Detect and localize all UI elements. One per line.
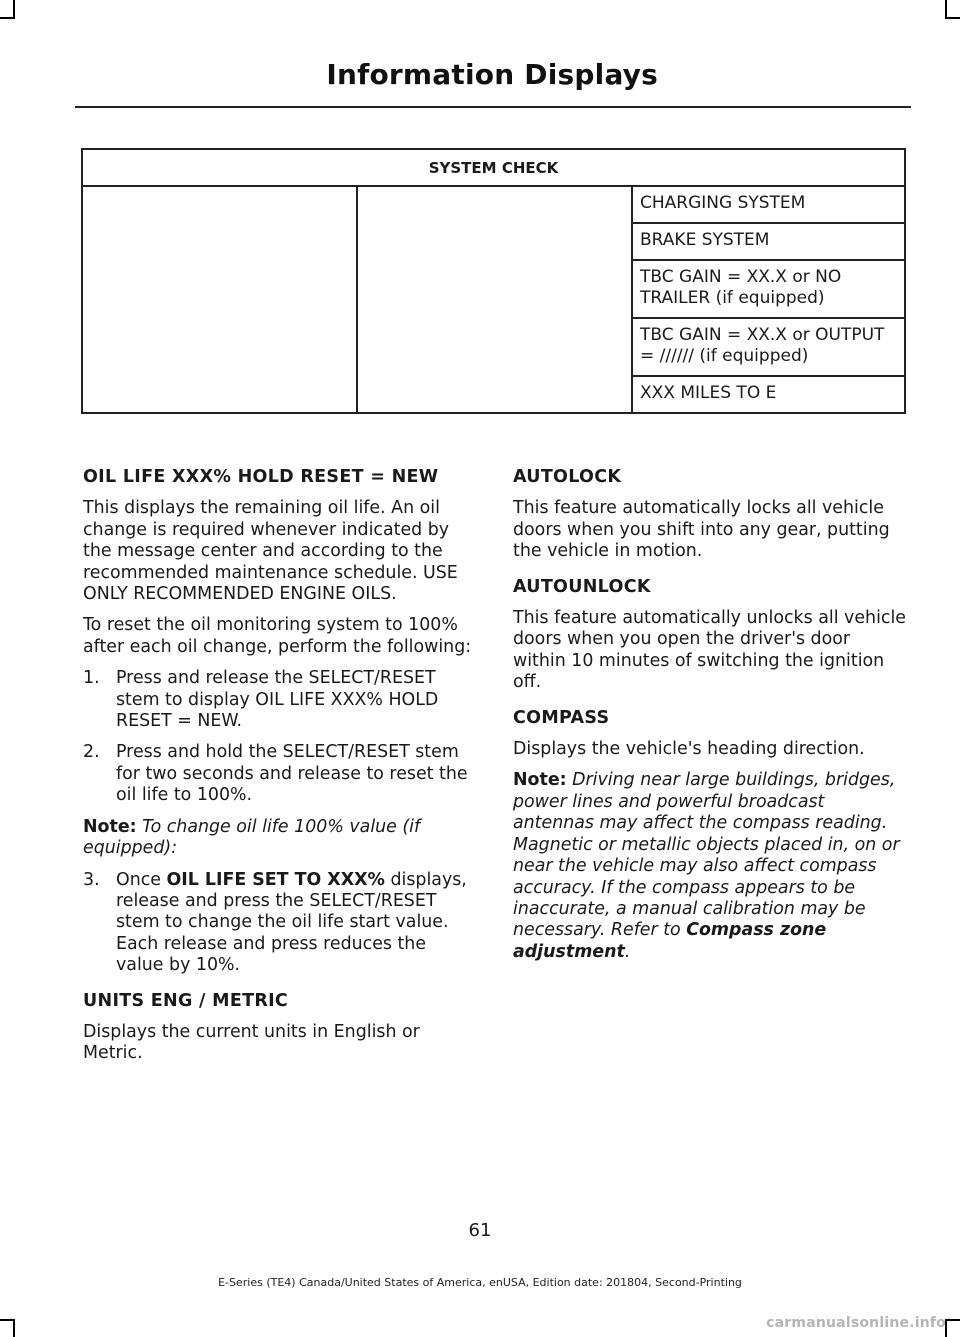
paragraph: Displays the vehicle's heading direction.: [513, 739, 865, 760]
list-text: Press and release the SELECT/RESET stem to display OIL LIFE XXX% HOLD RESET = NEW.: [116, 668, 439, 732]
table-messages-cell: [632, 186, 905, 413]
section-heading: COMPASS: [513, 707, 610, 728]
paragraph: This displays the remaining oil life. An oil change is required whenever indicated by the message center and according to the recommended maintenance schedule. USE ONLY RECOMMENDED ENGINE OILS.: [83, 498, 458, 605]
system-check-table: [81, 148, 906, 414]
note-label: Note:: [83, 816, 137, 837]
table-row: BRAKE SYSTEM: [633, 223, 904, 260]
paragraph: This feature automatically unlocks all vehicle doors when you open the driver's door within 10 minutes of switching the ignition off.: [513, 608, 906, 693]
list-text-pre: Once: [116, 869, 161, 890]
table-empty-cell: [82, 186, 357, 413]
list-number: 2.: [83, 742, 100, 763]
list-item: [83, 870, 478, 977]
section-heading: AUTOLOCK: [513, 467, 622, 487]
cross-reference-link[interactable]: Compass zone adjustment: [513, 920, 827, 962]
right-column: [513, 455, 908, 973]
watermark[interactable]: carmanualsonline.info: [766, 1315, 946, 1331]
crop-mark: [945, 0, 947, 18]
list-item: [83, 668, 478, 732]
note-end: .: [624, 941, 631, 962]
paragraph: This feature automatically locks all vehicle doors when you shift into any gear, putting the vehicle in motion.: [513, 498, 890, 562]
table-row: TBC GAIN = XX.X or NO TRAILER (if equipped): [633, 260, 904, 318]
note: [513, 770, 908, 963]
note-text: Driving near large buildings, bridges, power lines and powerful broadcast antennas may affect the compass reading. Magnetic or metallic objects placed in, on or near the vehicle may also affect compass accuracy. If the compass appears to be inaccurate, a manual calibration may be necessary. Refer to: [513, 770, 900, 941]
paragraph: To reset the oil monitoring system to 100% after each oil change, perform the following:: [83, 615, 472, 657]
list-number: 1.: [83, 668, 100, 689]
list-text-post: displays, release and press the SELECT/RESET stem to change the oil life start value. Each release and press reduces the value by 10%.: [116, 869, 467, 976]
left-column: [83, 455, 478, 1075]
crop-mark: [13, 0, 15, 18]
list-text: [116, 870, 478, 977]
table-row: CHARGING SYSTEM: [633, 187, 904, 223]
page-number: 61: [468, 1220, 492, 1241]
crop-mark: [945, 1319, 960, 1321]
list-text: Press and hold the SELECT/RESET stem for two seconds and release to reset the oil life to 100%.: [116, 742, 468, 806]
list-item: [83, 742, 478, 806]
crop-mark: [13, 1319, 15, 1337]
section-heading: OIL LIFE XXX% HOLD RESET = NEW: [83, 467, 439, 487]
table-empty-cell: [357, 186, 632, 413]
footer-text: E-Series (TE4) Canada/United States of America, enUSA, Edition date: 201804, Second-Printing: [218, 1276, 742, 1289]
paragraph: Displays the current units in English or Metric.: [83, 1021, 420, 1064]
table-title: SYSTEM CHECK: [82, 149, 905, 186]
note-text: To change oil life 100% value (if equipped):: [83, 816, 421, 859]
messages-list: [633, 187, 904, 412]
note-label: Note:: [513, 770, 567, 791]
table-row: TBC GAIN = XX.X or OUTPUT = ////// (if equipped): [633, 318, 904, 376]
crop-mark: [0, 17, 15, 19]
crop-mark: [0, 1319, 15, 1321]
section-heading: AUTOUNLOCK: [513, 576, 651, 597]
table-row: XXX MILES TO E: [640, 383, 777, 403]
list-text-bold: OIL LIFE SET TO XXX%: [166, 869, 385, 890]
note: [83, 817, 478, 860]
list-number: 3.: [83, 869, 100, 890]
section-heading: UNITS ENG / METRIC: [83, 990, 289, 1011]
header-rule: [75, 106, 911, 108]
crop-mark: [945, 17, 960, 19]
page-title: Information Displays: [326, 58, 658, 91]
